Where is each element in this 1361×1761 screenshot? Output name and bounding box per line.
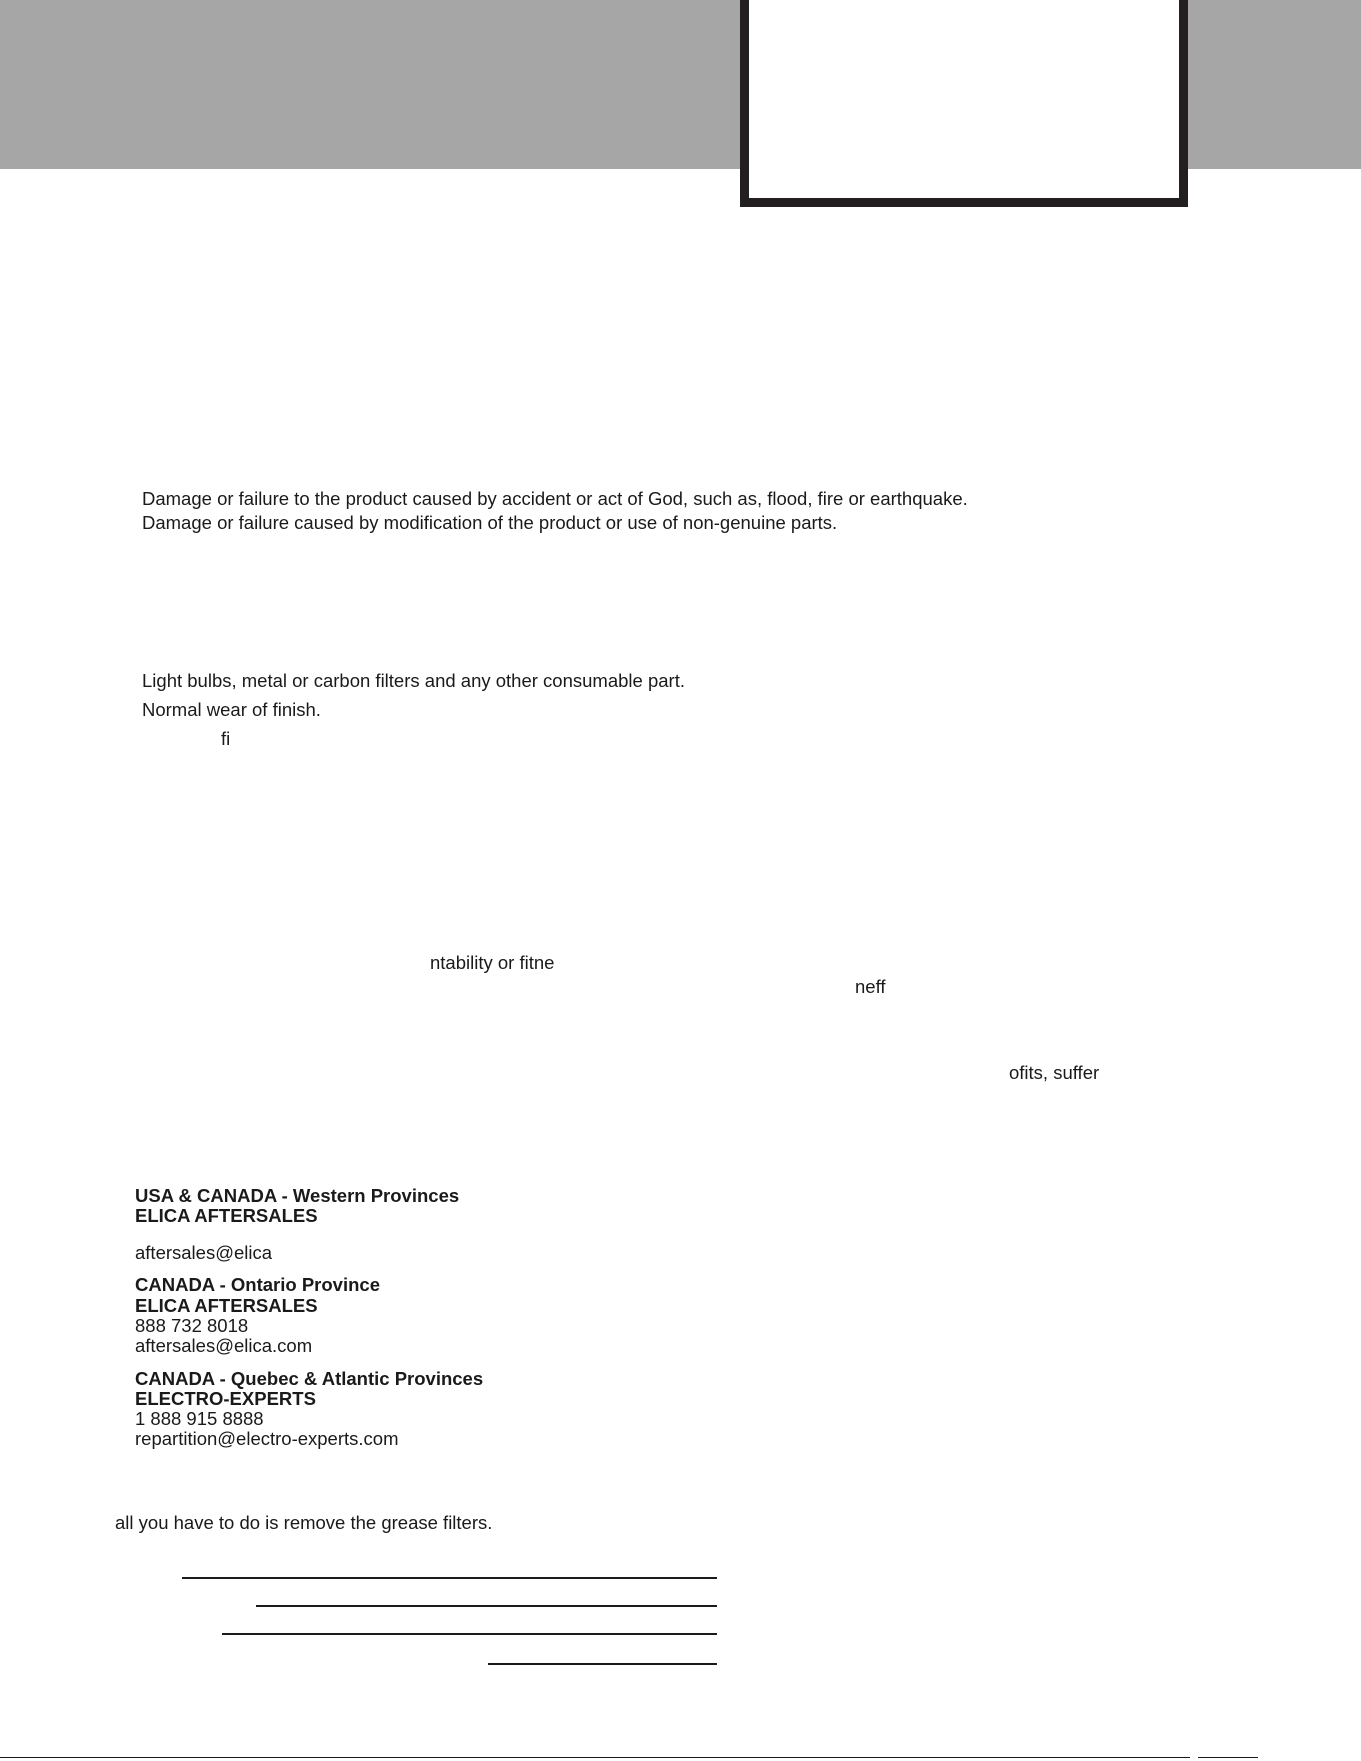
form-field-line[interactable]: [222, 1633, 717, 1635]
contact-phone: 1 888 915 8888: [135, 1408, 264, 1429]
warranty-fragment-merchantability: ntability or fitne: [430, 952, 555, 973]
contact-region: CANADA - Quebec & Atlantic Provinces: [135, 1368, 484, 1389]
contact-email[interactable]: aftersales@elica: [135, 1242, 273, 1263]
filter-instruction: all you have to do is remove the grease filters.: [115, 1512, 493, 1533]
header-label-box: [740, 0, 1188, 207]
contact-email[interactable]: aftersales@elica.com: [135, 1335, 313, 1356]
contact-region: CANADA - Ontario Province: [135, 1274, 380, 1295]
exclusion-wear: Normal wear of finish.: [142, 699, 321, 720]
contact-email[interactable]: repartition@electro-experts.com: [135, 1428, 399, 1449]
contact-region: USA & CANADA - Western Provinces: [135, 1185, 460, 1206]
contact-phone: 888 732 8018: [135, 1315, 249, 1336]
contact-company: ELICA AFTERSALES: [135, 1295, 318, 1316]
warranty-fragment-profits: ofits, suffer: [1009, 1062, 1100, 1083]
exclusion-consumables: Light bulbs, metal or carbon filters and any other consumable part.: [142, 670, 685, 691]
exclusion-fragment: fi: [221, 728, 231, 749]
exclusion-accident: Damage or failure to the product caused by accident or act of God, such as, flood, fire or earthquake.: [142, 488, 968, 509]
contact-company: ELICA AFTERSALES: [135, 1205, 318, 1226]
contact-company: ELECTRO-EXPERTS: [135, 1388, 316, 1409]
footer-divider-short: [1198, 1757, 1258, 1758]
form-field-line[interactable]: [182, 1577, 717, 1579]
form-field-line[interactable]: [256, 1605, 717, 1607]
exclusion-modification: Damage or failure caused by modification of the product or use of non-genuine parts.: [142, 512, 838, 533]
form-field-line[interactable]: [488, 1663, 717, 1665]
footer-divider: [0, 1757, 1190, 1758]
warranty-fragment-neff: neff: [855, 976, 886, 997]
